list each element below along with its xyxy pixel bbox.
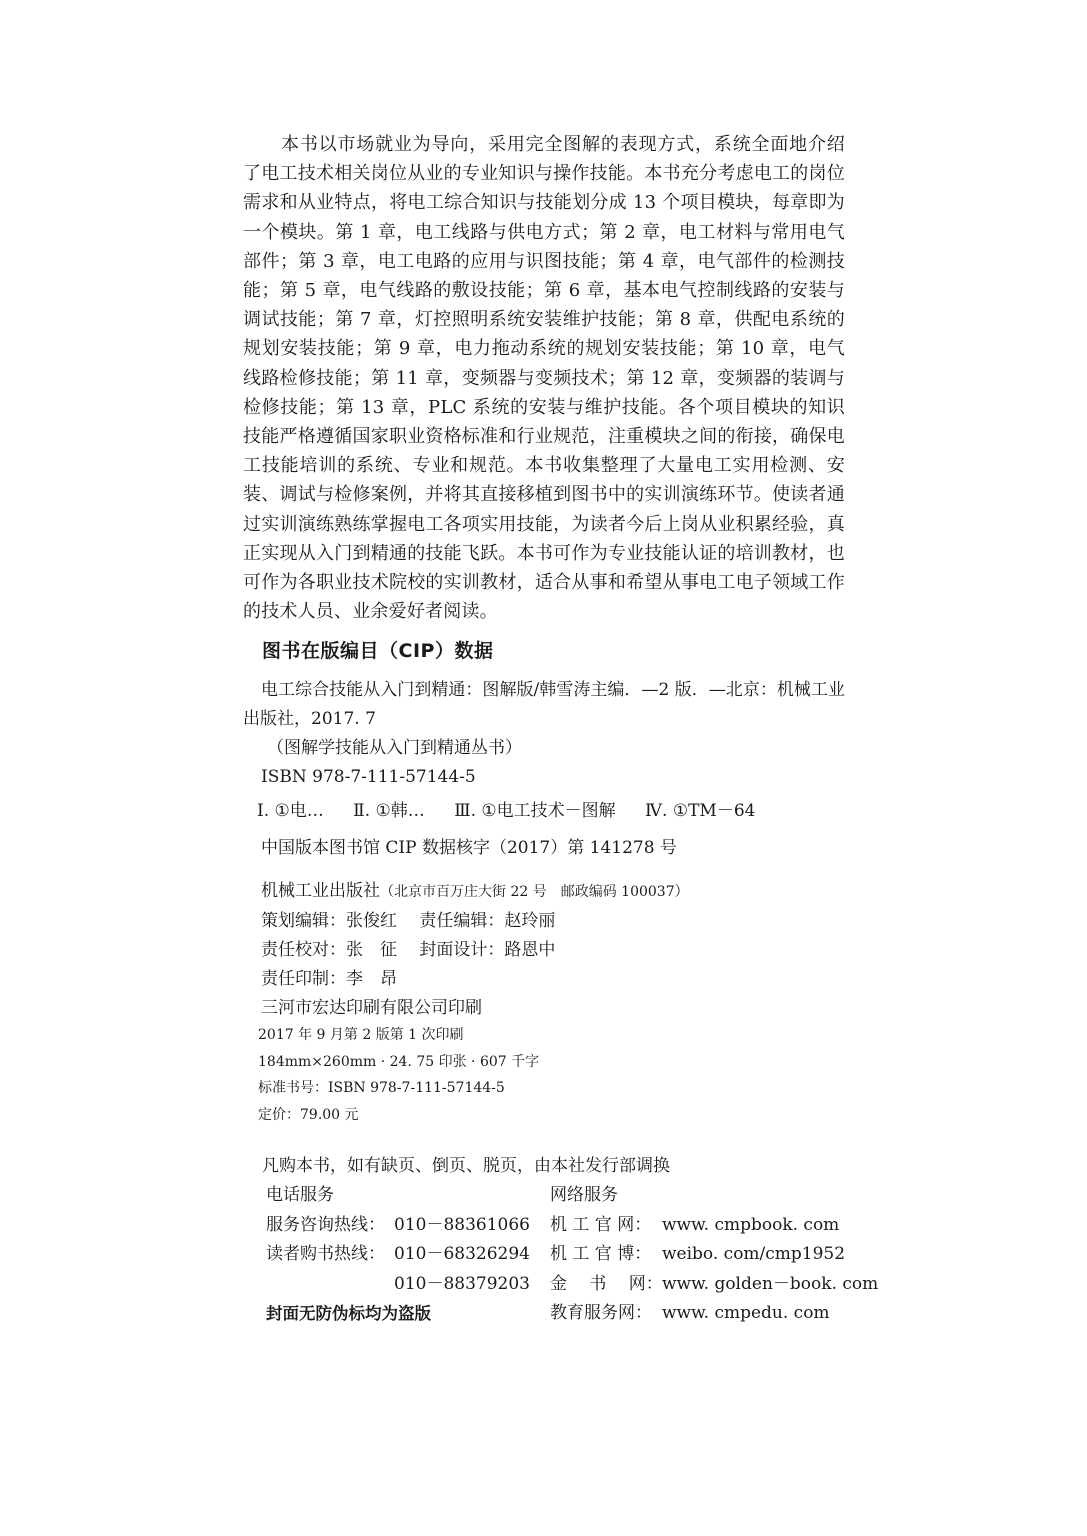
consult-number: 010－88361066 [394,1214,530,1235]
site-url[interactable]: www. cmpbook. com [662,1214,840,1235]
return-notice: 凡购本书，如有缺页、倒页、脱页，由本社发行部调换 [262,1156,670,1176]
weibo-url[interactable]: weibo. com/cmp1952 [662,1244,846,1264]
reader-number-2: 010－88379203 [394,1273,530,1294]
classification-item: Ⅱ. ①韩… [353,801,425,821]
cip-data-block [243,676,845,866]
golden-label: 金 书 网： [550,1273,663,1294]
reader-label: 读者购书热线： [266,1244,385,1264]
phone-service-column [266,1181,530,1329]
proof-line: 责任校对：张 征 封面设计：路恩中 [261,940,556,960]
publisher-name: 机械工业出版社 [261,881,380,901]
publisher-block [261,877,689,1023]
cip-heading: 图书在版编目（CIP）数据 [262,640,494,662]
classification-item: Ⅳ. ①TM－64 [645,801,756,821]
cip-series: （图解学技能从入门到精通丛书） [267,738,522,758]
cip-entry: 电工综合技能从入门到精通：图解版/韩雪涛主编．—2 版．—北京：机械工业出版社，2017. 7 [243,680,845,729]
classification-item: Ⅰ. ①电… [257,801,324,821]
cip-isbn: ISBN 978-7-111-57144-5 [261,767,476,787]
site-label: 机 工 官 网： [550,1214,652,1235]
format-line: 184mm×260mm · 24. 75 印张 · 607 千字 [258,1053,540,1070]
printing-supervisor-line: 责任印制：李 昂 [261,969,397,989]
book-abstract: 本书以市场就业为导向，采用完全图解的表现方式，系统全面地介绍了电工技术相关岗位从业的专业知识与操作技能。本书充分考虑电工的岗位需求和从业特点，将电工综合知识与技能划分成 13 个项目模块，每章即为一个模块。第 1 章，电工线路与供电方式；第 2 章，电工材料与常用电气部件；第 3 章，电工电路的应用与识图技能；第 4 章，电气部件的检测技能；第 5 章，电气线路的敷设技能；第 6 章，基本电气控制线路的安装与调试技能；第 7 章，灯控照明系统安装维护技能；第 8 章，供配电系统的规划安装技能；第 9 章，电力拖动系统的规划安装技能；第 10 章，电气线路检修技能；第 11 章，变频器与变频技术；第 12 章，变频器的装调与检修技能；第 13 章，PLC 系统的安装与维护技能。各个项目模块的知识技能严格遵循国家职业资格标准和行业规范，注重模块之间的衔接，确保电工技能培训的系统、专业和规范。本书收集整理了大量电工实用检测、安装、调试与检修案例，并将其直接移植到图书中的实训演练环节。使读者通过实训演练熟练掌握电工各项实用技能，为读者今后上岗从业积累经验，真正实现从入门到精通的技能飞跃。本书可作为专业技能认证的培训教材，也可作为各职业技术院校的实训教材，适合从事和希望从事电工电子领域工作的技术人员、业余爱好者阅读。 [243,134,845,623]
edition-line: 2017 年 9 月第 2 版第 1 次印刷 [258,1027,464,1043]
weibo-label: 机 工 官 博： [550,1244,652,1264]
isbn-line: 标准书号：ISBN 978-7-111-57144-5 [258,1080,505,1096]
golden-book-site [550,1270,878,1300]
reader-hotline-2 [266,1270,530,1300]
publisher-address: （北京市百万庄大街 22 号 邮政编码 100037） [380,884,689,900]
web-service-column [550,1181,878,1329]
reader-hotline [266,1240,530,1270]
edu-label: 教育服务网： [550,1303,652,1323]
publisher-line [261,877,689,907]
reader-number-1: 010－68326294 [394,1244,530,1264]
official-site [550,1211,878,1241]
price-line: 定价：79.00 元 [258,1106,359,1123]
classification-item: Ⅲ. ①电工技术－图解 [454,801,616,821]
edu-url[interactable]: www. cmpedu. com [662,1303,830,1323]
web-service-title: 网络服务 [550,1185,618,1205]
cip-number: 中国版本图书馆 CIP 数据核字（2017）第 141278 号 [261,838,677,858]
editors-line: 策划编辑：张俊红 责任编辑：赵玲丽 [261,911,556,931]
official-weibo [550,1240,878,1270]
golden-url[interactable]: www. golden－book. com [662,1273,879,1294]
printing-info-block [258,1022,539,1128]
consult-label: 服务咨询热线： [266,1214,385,1235]
phone-service-title: 电话服务 [266,1185,334,1205]
education-site [550,1299,878,1329]
consult-hotline [266,1211,530,1241]
anti-piracy-notice: 封面无防伪标均为盗版 [266,1304,431,1323]
cip-classification [243,792,845,830]
printer-line: 三河市宏达印刷有限公司印刷 [261,998,482,1018]
